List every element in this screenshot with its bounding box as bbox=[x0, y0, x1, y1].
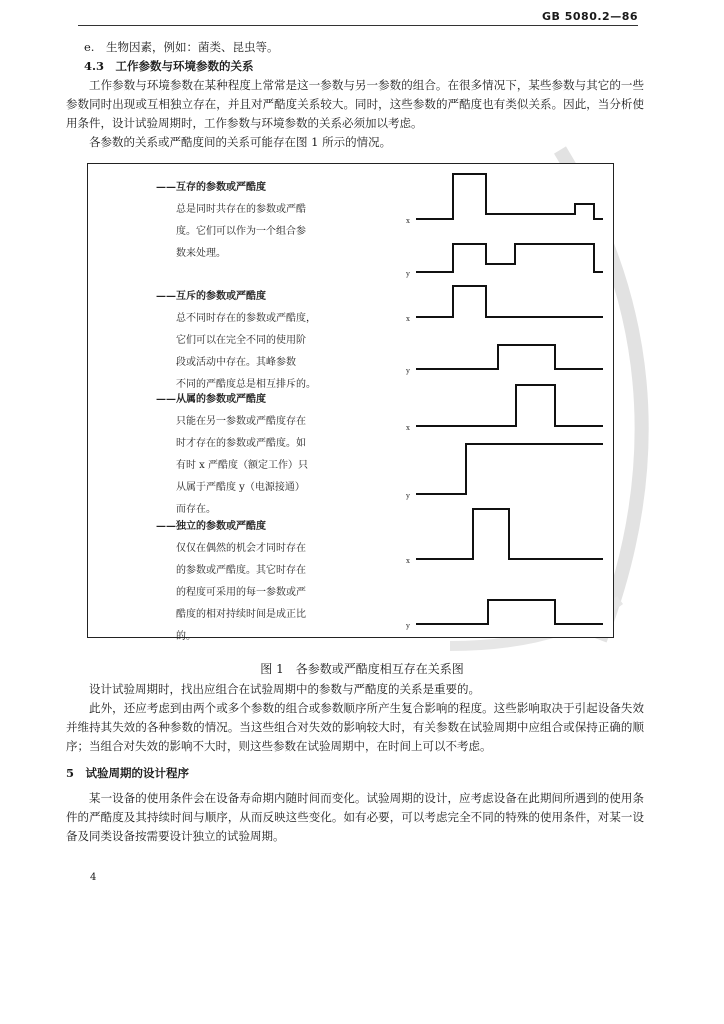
group-line: 段或活动中存在。其峰参数 bbox=[176, 357, 296, 368]
group-line: 数来处理。 bbox=[176, 248, 226, 259]
group-line: 的程度可采用的每一参数或严 bbox=[176, 587, 306, 598]
trace-label: x bbox=[406, 315, 410, 323]
section-5-title: 5 试验周期的设计程序 bbox=[66, 766, 190, 780]
paragraph-4: 此外，还应考虑到由两个或多个参数的组合或参数顺序所产生复合影响的程度。这些影响取决于引起设备失效并维持其失效的各种参数的情况。当这些组合对失效的影响较大时，有关参数在试验周期中应组合或保持正确的顺序；当组合对失效的影响不大时，则这些参数在试验周期中，在时间上可以不考虑。 bbox=[66, 701, 644, 753]
trace-label: y bbox=[406, 622, 410, 630]
trace-independent-y bbox=[416, 600, 603, 624]
group-title: ——从属的参数或严酷度 bbox=[156, 394, 266, 405]
trace-label: y bbox=[406, 270, 410, 278]
trace-exclusive-x bbox=[416, 286, 603, 317]
group-line: 而存在。 bbox=[176, 504, 216, 515]
trace-dependent-y bbox=[416, 444, 603, 494]
standard-number: GB 5080.2—86 bbox=[542, 10, 638, 23]
item-e: e. 生物因素，例如：菌类、昆虫等。 bbox=[84, 40, 279, 54]
page-number: 4 bbox=[90, 872, 97, 883]
group-line: 有时 x 严酷度（额定工作）只 bbox=[176, 460, 308, 471]
group-line: 度。它们可以作为一个组合参 bbox=[176, 226, 306, 237]
section-4-3-title: 4.3 工作参数与环境参数的关系 bbox=[84, 59, 254, 73]
waveforms bbox=[88, 164, 613, 637]
paragraph-2: 各参数的关系或严酷度间的关系可能存在图 1 所示的情况。 bbox=[89, 135, 392, 149]
paragraph-3: 设计试验周期时，找出应组合在试验周期中的参数与严酷度的关系是重要的。 bbox=[89, 682, 480, 696]
body-top bbox=[66, 38, 644, 152]
paragraph-1: 工作参数与环境参数在某种程度上常常是这一参数与另一参数的组合。在很多情况下，某些参数与其它的一些参数同时出现或互相独立存在，并且对严酷度关系较大。同时，这些参数的严酷度也有类似关系。因此，当分析使用条件，设计试验周期时，工作参数与环境参数的关系必须加以考虑。 bbox=[66, 78, 644, 130]
group-line: 不同的严酷度总是相互排斥的。 bbox=[176, 379, 316, 390]
group-line: 只能在另一参数或严酷度存在 bbox=[176, 416, 306, 427]
figure-1 bbox=[87, 163, 614, 642]
figure-caption: 图 1 各参数或严酷度相互存在关系图 bbox=[260, 662, 464, 676]
trace-label: y bbox=[406, 492, 410, 500]
group-line: 的参数或严酷度。其它时存在 bbox=[176, 565, 306, 576]
trace-label: x bbox=[406, 217, 410, 225]
paragraph-5: 某一设备的使用条件会在设备寿命期内随时间而变化。试验周期的设计，应考虑设备在此期间所遇到的使用条件的严酷度及其持续时间与顺序，从而反映这些变化。如有必要，可以考虑完全不同的特殊的使用条件，对某一设备及同类设备按需要设计独立的试验周期。 bbox=[66, 791, 644, 843]
trace-label: y bbox=[406, 367, 410, 375]
group-title: ——互斥的参数或严酷度 bbox=[156, 291, 266, 302]
trace-label: x bbox=[406, 557, 410, 565]
group-line: 总是同时共存在的参数或严酷 bbox=[176, 204, 306, 215]
group-line: 时才存在的参数或严酷度。如 bbox=[176, 438, 306, 449]
group-title: ——独立的参数或严酷度 bbox=[156, 521, 266, 532]
group-line: 仅仅在偶然的机会才同时存在 bbox=[176, 543, 306, 554]
trace-coexist-x bbox=[416, 174, 603, 219]
trace-label: x bbox=[406, 424, 410, 432]
group-line: 它们可以在完全不同的使用阶 bbox=[176, 335, 306, 346]
group-line: 酷度的相对持续时间是成正比 bbox=[176, 609, 306, 620]
header-rule bbox=[78, 25, 638, 26]
group-line: 的。 bbox=[176, 631, 196, 642]
trace-dependent-x bbox=[416, 385, 603, 426]
body-bottom bbox=[66, 680, 644, 846]
group-title: ——互存的参数或严酷度 bbox=[156, 182, 266, 193]
group-line: 从属于严酷度 y（电源接通） bbox=[176, 482, 305, 493]
group-line: 总不同时存在的参数或严酷度， bbox=[176, 313, 316, 324]
trace-exclusive-y bbox=[416, 345, 603, 369]
trace-coexist-y bbox=[416, 244, 603, 272]
trace-independent-x bbox=[416, 509, 603, 559]
